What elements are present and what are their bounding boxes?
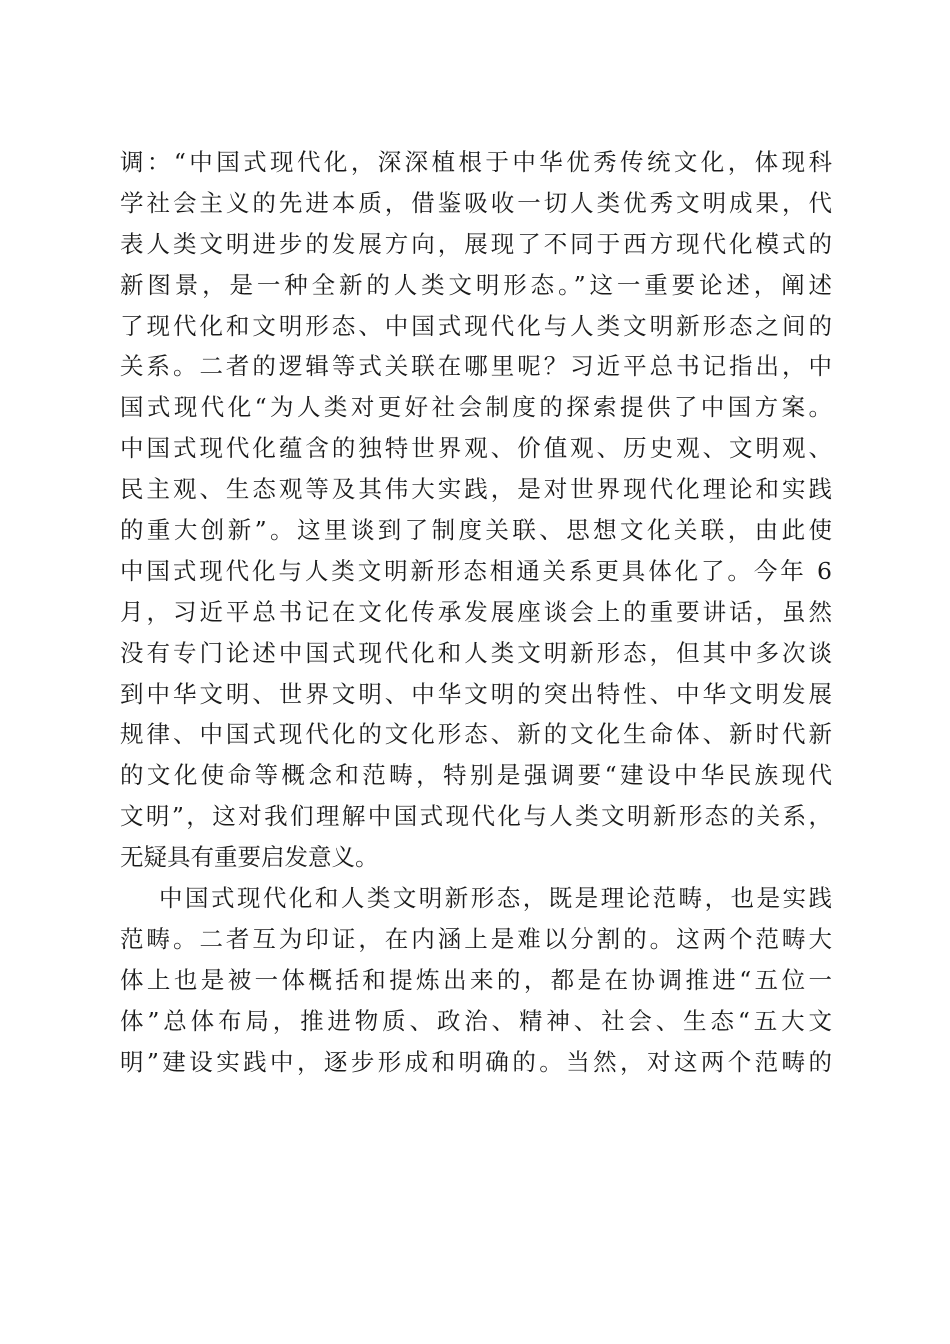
text-line: 民主观、生态观等及其伟大实践，是对世界现代化理论和实践 xyxy=(120,475,832,504)
text-line: 没有专门论述中国式现代化和人类文明新形态，但其中多次谈 xyxy=(120,638,832,667)
text-line: 的重大创新”。这里谈到了制度关联、思想文化关联，由此使 xyxy=(120,516,832,545)
text-line: 文明”，这对我们理解中国式现代化与人类文明新形态的关系， xyxy=(120,802,832,831)
paragraph-2 xyxy=(120,878,832,1082)
body-text xyxy=(120,142,832,1082)
text-line: 了现代化和文明形态、中国式现代化与人类文明新形态之间的 xyxy=(120,311,832,340)
paragraph-1 xyxy=(120,142,832,878)
text-line: 月，习近平总书记在文化传承发展座谈会上的重要讲话，虽然 xyxy=(120,597,832,626)
text-line: 中国式现代化与人类文明新形态相通关系更具体化了。今年 6 xyxy=(120,556,832,585)
text-line: 体上也是被一体概括和提炼出来的，都是在协调推进“五位一 xyxy=(120,965,832,994)
text-line: 到中华文明、世界文明、中华文明的突出特性、中华文明发展 xyxy=(120,679,832,708)
text-line: 明”建设实践中，逐步形成和明确的。当然，对这两个范畴的 xyxy=(120,1047,832,1076)
text-line: 新图景，是一种全新的人类文明形态。”这一重要论述，阐述 xyxy=(120,270,832,299)
text-line: 的文化使命等概念和范畴，特别是强调要“建设中华民族现代 xyxy=(120,761,832,790)
text-line: 规律、中国式现代化的文化形态、新的文化生命体、新时代新 xyxy=(120,720,832,749)
text-line: 中国式现代化蕴含的独特世界观、价值观、历史观、文明观、 xyxy=(120,434,832,463)
text-line: 国式现代化“为人类对更好社会制度的探索提供了中国方案。 xyxy=(120,393,832,422)
text-line: 调：“中国式现代化，深深植根于中华优秀传统文化，体现科 xyxy=(120,148,832,176)
text-line: 范畴。二者互为印证，在内涵上是难以分割的。这两个范畴大 xyxy=(120,924,832,953)
text-line: 体”总体布局，推进物质、政治、精神、社会、生态“五大文 xyxy=(120,1006,832,1035)
text-line: 关系。二者的逻辑等式关联在哪里呢？习近平总书记指出，中 xyxy=(120,352,832,381)
text-line: 表人类文明进步的发展方向，展现了不同于西方现代化模式的 xyxy=(120,229,832,258)
text-line: 学社会主义的先进本质，借鉴吸收一切人类优秀文明成果，代 xyxy=(120,188,832,217)
text-line: 无疑具有重要启发意义。 xyxy=(120,843,379,872)
text-line: 中国式现代化和人类文明新形态，既是理论范畴，也是实践 xyxy=(159,884,832,913)
